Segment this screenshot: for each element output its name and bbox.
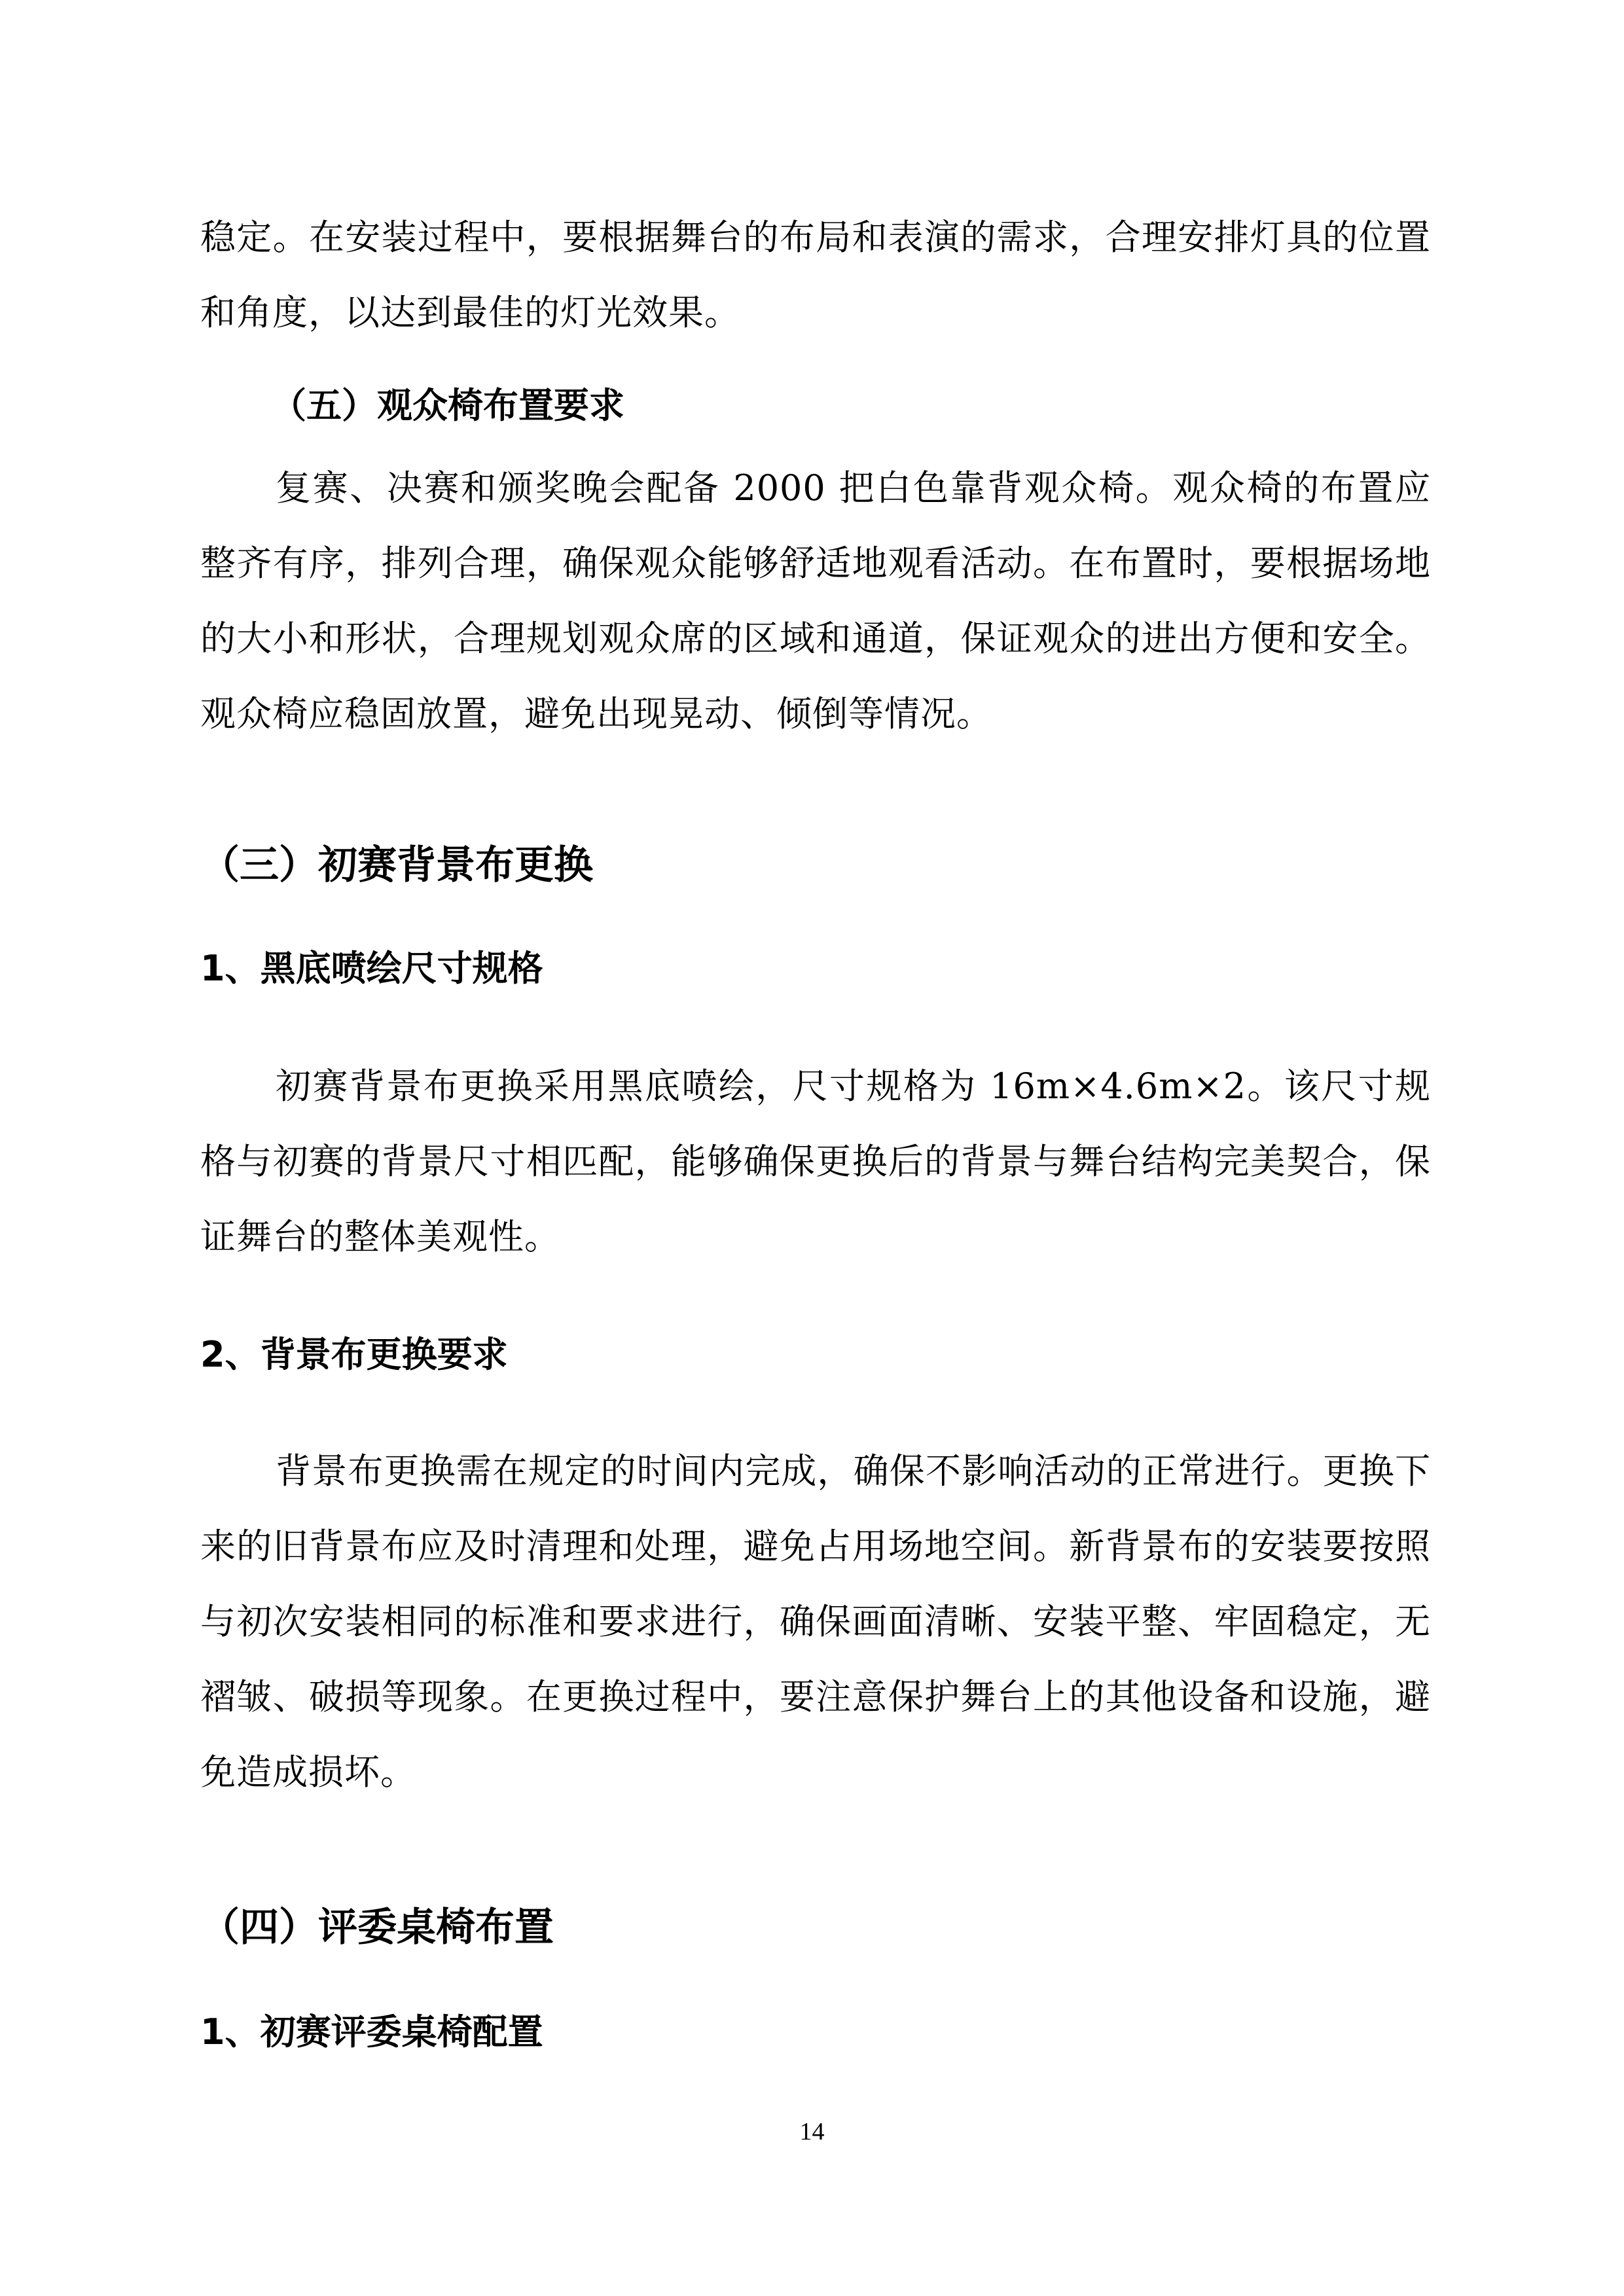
- heading-judges-table-config: 1、初赛评委桌椅配置: [200, 2011, 543, 2053]
- page-number: 14: [799, 2118, 825, 2145]
- heading-judges-table-layout: （四）评委桌椅布置: [200, 1905, 554, 1950]
- paragraph-lighting-installation: 稳定。在安装过程中，要根据舞台的布局和表演的需求，合理安排灯具的位置和角度，以达到最佳的灯光效果。: [200, 217, 1431, 333]
- paragraph-audience-chairs: 复赛、决赛和颁奖晚会配备 2000 把白色靠背观众椅。观众椅的布置应整齐有序，排列合理，确保观众能够舒适地观看活动。在布置时，要根据场地的大小和形状，合理规划观众席的区域和通道，保证观众的进出方便和安全。观众椅应稳固放置，避免出现晃动、倾倒等情况。: [200, 467, 1431, 734]
- paragraph-replacement-requirements: 背景布更换需在规定的时间内完成，确保不影响活动的正常进行。更换下来的旧背景布应及时清理和处理，避免占用场地空间。新背景布的安装要按照与初次安装相同的标准和要求进行，确保画面清晰、安装平整、牢固稳定，无褶皱、破损等现象。在更换过程中，要注意保护舞台上的其他设备和设施，避免造成损坏。: [200, 1450, 1431, 1793]
- heading-audience-chair-requirements: （五）观众椅布置要求: [271, 385, 624, 426]
- heading-print-size-spec: 1、黑底喷绘尺寸规格: [200, 948, 543, 989]
- paragraph-print-size: 初赛背景布更换采用黑底喷绘，尺寸规格为 16m×4.6m×2。该尺寸规格与初赛的背景尺寸相匹配，能够确保更换后的背景与舞台结构完美契合，保证舞台的整体美观性。: [200, 1066, 1431, 1257]
- heading-replacement-requirements: 2、背景布更换要求: [200, 1334, 508, 1375]
- heading-background-replacement: （三）初赛背景布更换: [200, 842, 593, 888]
